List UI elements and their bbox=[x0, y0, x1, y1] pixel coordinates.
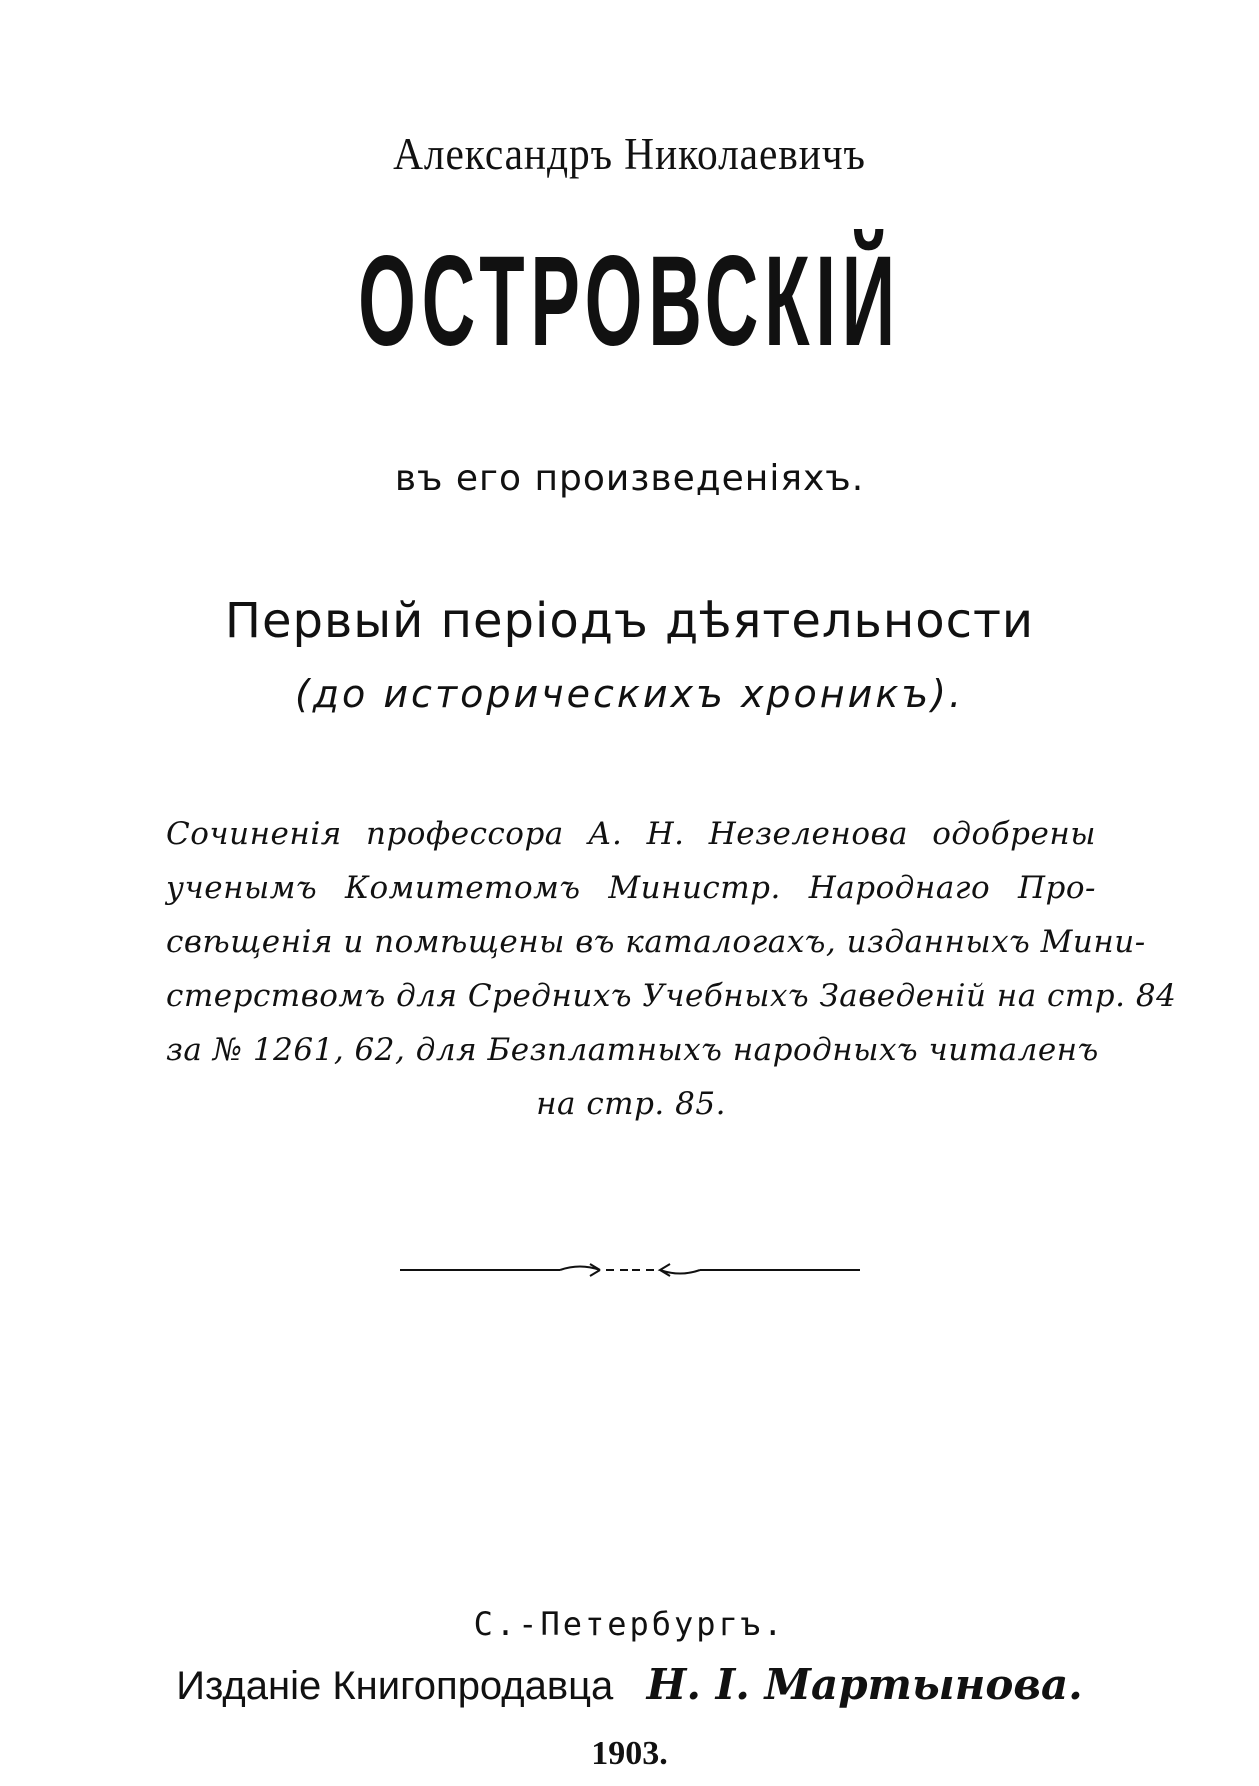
approval-notice bbox=[166, 807, 1177, 1131]
period-note: (до историческихъ хроникъ). bbox=[294, 672, 965, 716]
approval-line: ученымъ Комитетомъ Министр. Народнаго Про- bbox=[166, 870, 1096, 906]
divider-arrow-left-icon bbox=[632, 1264, 700, 1276]
publication-city: С.-Петербургъ. bbox=[473, 1605, 786, 1643]
publisher-prefix: Изданiе Книгопродавца bbox=[176, 1664, 614, 1708]
author-surname-title: ОСТРОВСКIЙ bbox=[358, 230, 901, 373]
publisher-line bbox=[0, 1660, 1259, 1709]
approval-line: стерствомъ для Среднихъ Учебныхъ Заведенiй на стр. 84 bbox=[166, 978, 1177, 1014]
approval-line: за № 1261, 62, для Безплатныхъ народныхъ читаленъ bbox=[166, 1032, 1099, 1068]
publisher-name: Н. I. Мартынова. bbox=[646, 1660, 1083, 1709]
book-subtitle: въ его произведенiяхъ. bbox=[394, 458, 865, 499]
approval-line: на стр. 85. bbox=[536, 1086, 726, 1122]
divider-arrow-right-icon bbox=[560, 1264, 628, 1276]
author-name: Александръ Николаевичъ bbox=[393, 129, 866, 179]
decorative-divider bbox=[400, 1255, 860, 1285]
approval-line: Сочиненiя профессора А. Н. Незеленова одобрены bbox=[166, 816, 1096, 852]
period-heading: Первый перiодъ дѣятельности bbox=[224, 593, 1035, 649]
publication-year: 1903. bbox=[591, 1735, 668, 1772]
approval-line: свѣщенiя и помѣщены въ каталогахъ, изданныхъ Мини- bbox=[166, 924, 1146, 960]
